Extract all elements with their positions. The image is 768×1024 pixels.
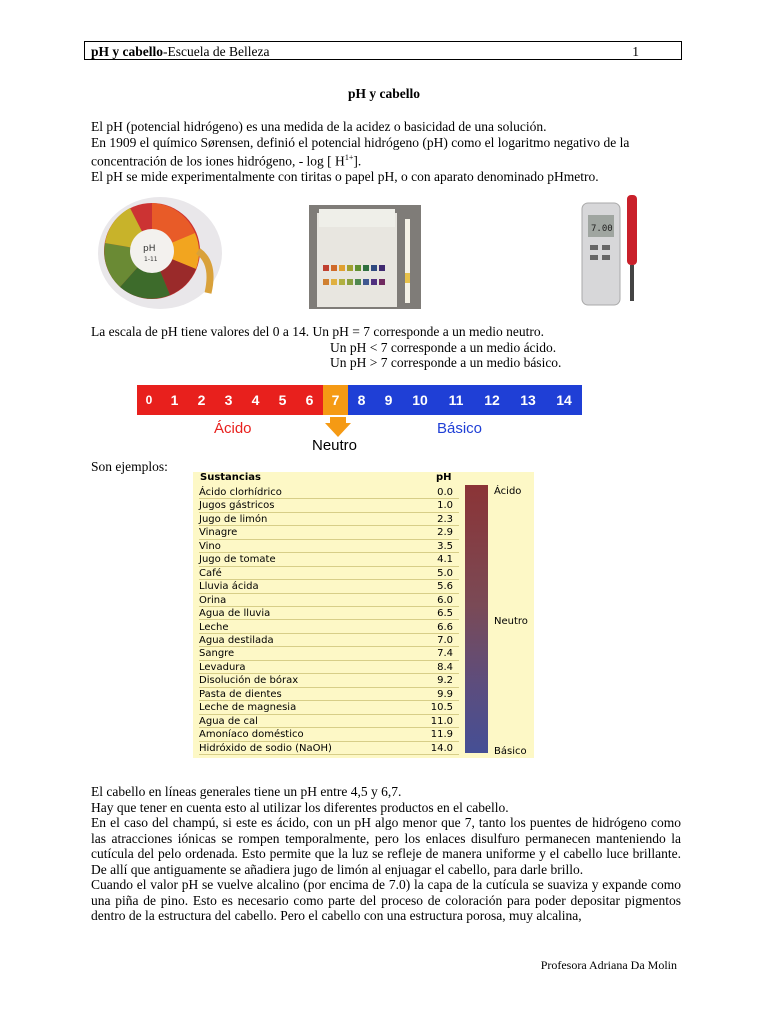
substance-ph: 6.5 <box>437 608 453 620</box>
table-row <box>199 567 459 580</box>
substance-ph: 6.6 <box>437 621 453 633</box>
table-row <box>199 607 459 620</box>
substance-name: Jugo de tomate <box>199 554 276 566</box>
gradient-label-acid: Ácido <box>494 486 522 497</box>
svg-text:pH: pH <box>143 244 156 254</box>
ph-scale-8: 8 <box>348 385 375 415</box>
substances-table <box>193 472 534 758</box>
table-header-substance: Sustancias <box>200 472 261 483</box>
substance-ph: 6.0 <box>437 594 453 606</box>
table-row <box>199 647 459 660</box>
intro-paragraph <box>91 119 681 185</box>
substance-ph: 5.0 <box>437 567 453 579</box>
substance-ph: 8.4 <box>437 661 453 673</box>
substance-name: Pasta de dientes <box>199 688 282 700</box>
ph-scale-5: 5 <box>269 385 296 415</box>
intro-line-2: En 1909 el químico Sørensen, definió el potencial hidrógeno (pH) como el logaritmo negativo de la concentración de los iones hidrógeno, - log [ $H^{1+}$]. <box>91 134 630 169</box>
substance-name: Orina <box>199 594 227 606</box>
substance-ph: 0.0 <box>437 487 453 498</box>
substance-name: Agua de lluvia <box>199 608 271 620</box>
ph-scale-4: 4 <box>242 385 269 415</box>
substance-ph: 14.0 <box>430 742 453 754</box>
table-row <box>199 688 459 701</box>
body-paragraph-1: El cabello en líneas generales tiene un pH entre 4,5 y 6,7. <box>91 784 402 799</box>
intro-line-1: El pH (potencial hidrógeno) es una medida de la acidez o basicidad de una solución. <box>91 119 547 134</box>
scale-line-2: Un pH < 7 corresponde a un medio ácido. <box>330 339 557 355</box>
table-row <box>199 742 459 755</box>
substance-ph: 4.1 <box>437 554 453 566</box>
substance-name: Leche <box>199 621 229 633</box>
table-row <box>199 661 459 674</box>
substance-ph: 9.2 <box>437 675 453 687</box>
substance-ph: 9.9 <box>437 688 453 700</box>
table-row <box>199 594 459 607</box>
ph-scale-7: 7 <box>323 385 348 415</box>
substance-name: Disolución de bórax <box>199 675 299 687</box>
acid-label: Ácido <box>214 420 252 437</box>
table-row <box>199 728 459 741</box>
ph-meter-image <box>580 193 646 309</box>
page-header <box>84 41 682 60</box>
footer-author: Profesora Adriana Da Molin <box>540 958 677 972</box>
table-row <box>199 540 459 553</box>
ph-scale-bar <box>137 385 584 415</box>
substance-ph: 11.9 <box>430 729 453 741</box>
substance-ph: 5.6 <box>437 581 453 593</box>
body-paragraph-3: En el caso del champú, si este es ácido, con un pH algo menor que 7, tanto los puentes de hidrógeno como las atracciones iónicas se rompen temporalmente, pero los enlaces disulfuro permanecen manteniendo la cutícula del pelo ordenada. Esto permite que la luz se refleje de manera uniforme y el cabello luce brillante. De allí que antiguamente se añadiera jugo de limón al enjuagar el cabello, para darle brillo. <box>91 815 681 877</box>
table-row <box>199 634 459 647</box>
table-row <box>199 499 459 512</box>
substance-name: Jugos gástricos <box>199 500 275 512</box>
substance-name: Agua de cal <box>199 715 258 727</box>
substance-ph: 11.0 <box>430 715 453 727</box>
ph-scale-11: 11 <box>438 385 474 415</box>
scale-line-1: La escala de pH tiene valores del 0 a 14. Un pH = 7 corresponde a un medio neutro. <box>91 324 544 339</box>
substance-ph: 10.5 <box>430 702 453 714</box>
substance-name: Agua destilada <box>199 634 274 646</box>
table-row <box>199 715 459 728</box>
table-row <box>199 674 459 687</box>
ph-scale-10: 10 <box>402 385 438 415</box>
substance-name: Hidróxido de sodio (NaOH) <box>199 742 332 754</box>
table-row <box>199 621 459 634</box>
svg-text:1-11: 1-11 <box>144 256 158 263</box>
ph-scale-1: 1 <box>161 385 188 415</box>
substance-name: Ácido clorhídrico <box>199 487 282 498</box>
page-number: 1 <box>632 44 639 59</box>
substance-name: Vinagre <box>199 527 238 539</box>
substance-name: Leche de magnesia <box>199 702 297 714</box>
substance-name: Café <box>199 567 222 579</box>
gradient-label-basic: Básico <box>494 746 527 757</box>
substance-name: Vino <box>199 540 221 552</box>
substance-ph: 7.4 <box>437 648 453 660</box>
table-row <box>199 486 459 499</box>
table-row <box>199 553 459 566</box>
intro-line-3: El pH se mide experimentalmente con tiritas o papel pH, o con aparato denominado pHmetro. <box>91 169 599 184</box>
substance-ph: 2.9 <box>437 527 453 539</box>
table-header-ph: pH <box>436 472 452 483</box>
neutral-label: Neutro <box>312 437 358 454</box>
scale-line-3: Un pH > 7 corresponde a un medio básico. <box>330 355 562 370</box>
examples-label: Son ejemplos: <box>91 459 168 474</box>
table-row <box>199 526 459 539</box>
table-row <box>199 513 459 526</box>
substance-ph: 2.3 <box>437 513 453 525</box>
ph-scale-12: 12 <box>474 385 510 415</box>
substance-name: Sangre <box>199 648 235 660</box>
ph-strips-image <box>309 205 421 309</box>
ph-gradient-bar <box>465 485 488 753</box>
substance-name: Levadura <box>199 661 246 673</box>
ph-scale-13: 13 <box>510 385 546 415</box>
gradient-label-neutral: Neutro <box>494 616 528 627</box>
ph-paper-roll-image <box>90 193 224 311</box>
substance-name: Amoníaco doméstico <box>199 729 304 741</box>
table-row <box>199 580 459 593</box>
ph-scale-0: 0 <box>137 385 161 415</box>
table-row <box>199 701 459 714</box>
down-arrow-icon <box>325 417 351 437</box>
page-title: pH y cabello <box>347 86 420 101</box>
scale-description <box>91 324 681 371</box>
body-paragraph-4: Cuando el valor pH se vuelve alcalino (por encima de 7.0) la capa de la cutícula se suaviza y expande como una piña de pino. Esto es necesario como parte del proceso de coloración para poder depositar pigmentos dentro de la estructura del cabello. Pero el cabello con una estructura porosa, muy alcalina, <box>91 877 681 923</box>
basic-label: Básico <box>437 420 483 437</box>
body-paragraph-2: Hay que tener en cuenta esto al utilizar los diferentes productos en el cabello. <box>91 799 509 815</box>
ph-scale-6: 6 <box>296 385 323 415</box>
substance-ph: 1.0 <box>437 500 453 512</box>
header-title-rest: -Escuela de Belleza <box>163 44 270 59</box>
header-title-bold: pH y cabello <box>91 44 164 59</box>
ph-scale-14: 14 <box>546 385 582 415</box>
ph-scale-2: 2 <box>188 385 215 415</box>
substance-ph: 7.0 <box>437 634 453 646</box>
svg-text:7.00: 7.00 <box>591 224 613 234</box>
ph-scale-9: 9 <box>375 385 402 415</box>
body-text <box>91 784 681 924</box>
ph-scale-3: 3 <box>215 385 242 415</box>
substance-name: Lluvia ácida <box>199 581 259 593</box>
substance-ph: 3.5 <box>437 540 453 552</box>
substance-name: Jugo de limón <box>199 513 268 525</box>
